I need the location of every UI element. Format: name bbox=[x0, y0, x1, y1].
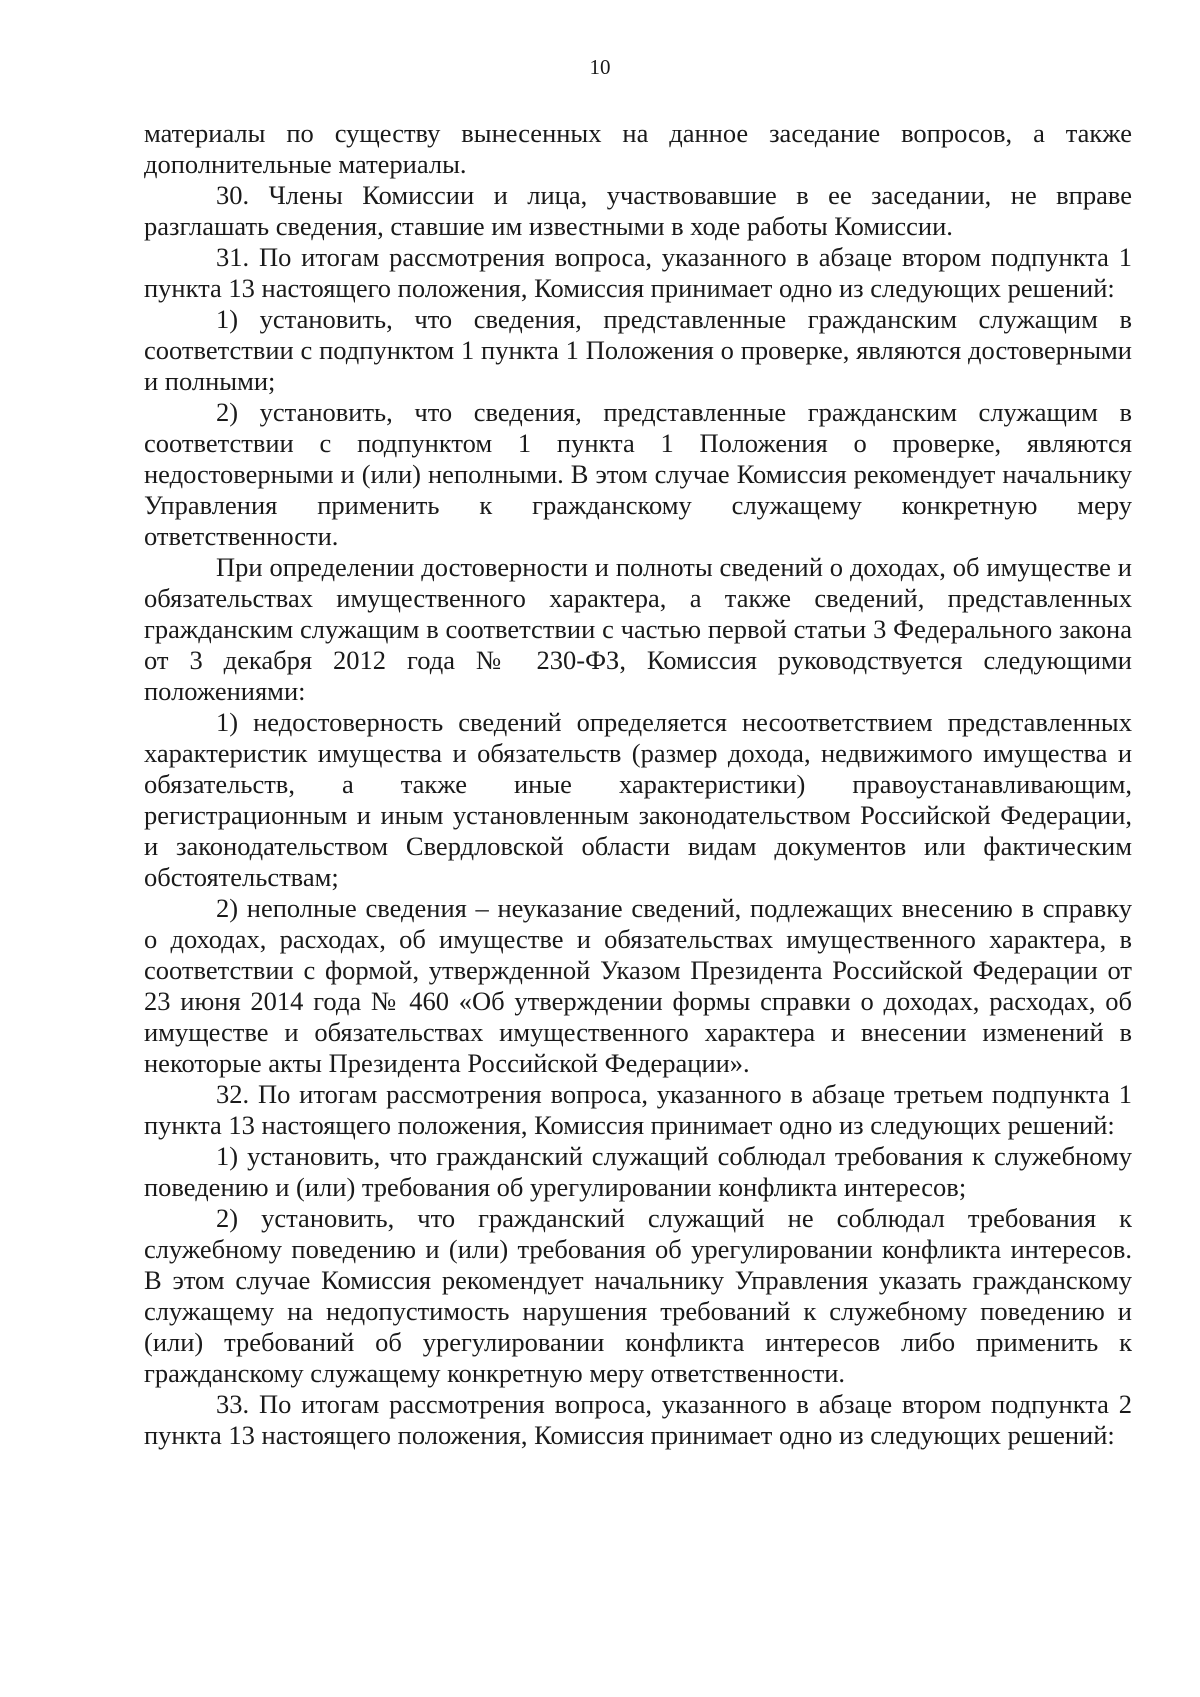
paragraph-31-subitem-1: 1) установить, что сведения, представленные гражданским служащим в соответствии с подпунктом 1 пункта 1 Положения о проверке, являются достоверными и полными; bbox=[144, 304, 1132, 396]
paragraph-32-subitem-1: 1) установить, что гражданский служащий соблюдал требования к служебному поведению и (или) требования об урегулировании конфликта интересов; bbox=[144, 1141, 1132, 1202]
paragraph-determination-rules: При определении достоверности и полноты сведений о доходах, об имуществе и обязательствах имущественного характера, а также сведений, представленных гражданским служащим в соответствии с частью первой статьи 3 Федерального закона от 3 декабря 2012 года № 230-ФЗ, Комиссия руководствуется следующими положениями: bbox=[144, 552, 1132, 706]
paragraph-item-33: 33. По итогам рассмотрения вопроса, указанного в абзаце втором подпункта 2 пункта 13 настоящего положения, Комиссия принимает одно из следующих решений: bbox=[144, 1389, 1132, 1450]
document-body bbox=[144, 118, 1132, 1451]
paragraph-rule-1: 1) недостоверность сведений определяется несоответствием представленных характеристик имущества и обязательств (размер дохода, недвижимого имущества и обязательств, а также иные характеристики) правоустанавливающим, регистрационным и иным установленным законодательством Российской Федерации, и законодательством Свердловской области видам документов или фактическим обстоятельствам; bbox=[144, 707, 1132, 892]
paragraph-rule-2: 2) неполные сведения – неуказание сведений, подлежащих внесению в справку о доходах, расходах, об имуществе и обязательствах имущественного характера, в соответствии с формой, утвержденной Указом Президента Российской Федерации от 23 июня 2014 года № 460 «Об утверждении формы справки о доходах, расходах, об имуществе и обязательствах имущественного характера и внесении изменений в некоторые акты Президента Российской Федерации». bbox=[144, 893, 1132, 1078]
paragraph-item-30: 30. Члены Комиссии и лица, участвовавшие в ее заседании, не вправе разглашать сведения, ставшие им известными в ходе работы Комиссии. bbox=[144, 180, 1132, 241]
paragraph-32-subitem-2: 2) установить, что гражданский служащий не соблюдал требования к служебному поведению и (или) требования об урегулировании конфликта интересов. В этом случае Комиссия рекомендует начальнику Управления указать гражданскому служащему на недопустимость нарушения требований к служебному поведению и (или) требований об урегулировании конфликта интересов либо применить к гражданскому служащему конкретную меру ответственности. bbox=[144, 1203, 1132, 1388]
paragraph-item-32: 32. По итогам рассмотрения вопроса, указанного в абзаце третьем подпункта 1 пункта 13 настоящего положения, Комиссия принимает одно из следующих решений: bbox=[144, 1079, 1132, 1140]
paragraph-continuation: материалы по существу вынесенных на данное заседание вопросов, а также дополнительные материалы. bbox=[144, 118, 1132, 179]
paragraph-item-31: 31. По итогам рассмотрения вопроса, указанного в абзаце втором подпункта 1 пункта 13 настоящего положения, Комиссия принимает одно из следующих решений: bbox=[144, 242, 1132, 303]
page-number: 10 bbox=[589, 55, 611, 79]
paragraph-31-subitem-2: 2) установить, что сведения, представленные гражданским служащим в соответствии с подпунктом 1 пункта 1 Положения о проверке, являются недостоверными и (или) неполными. В этом случае Комиссия рекомендует начальнику Управления применить к гражданскому служащему конкретную меру ответственности. bbox=[144, 397, 1132, 551]
